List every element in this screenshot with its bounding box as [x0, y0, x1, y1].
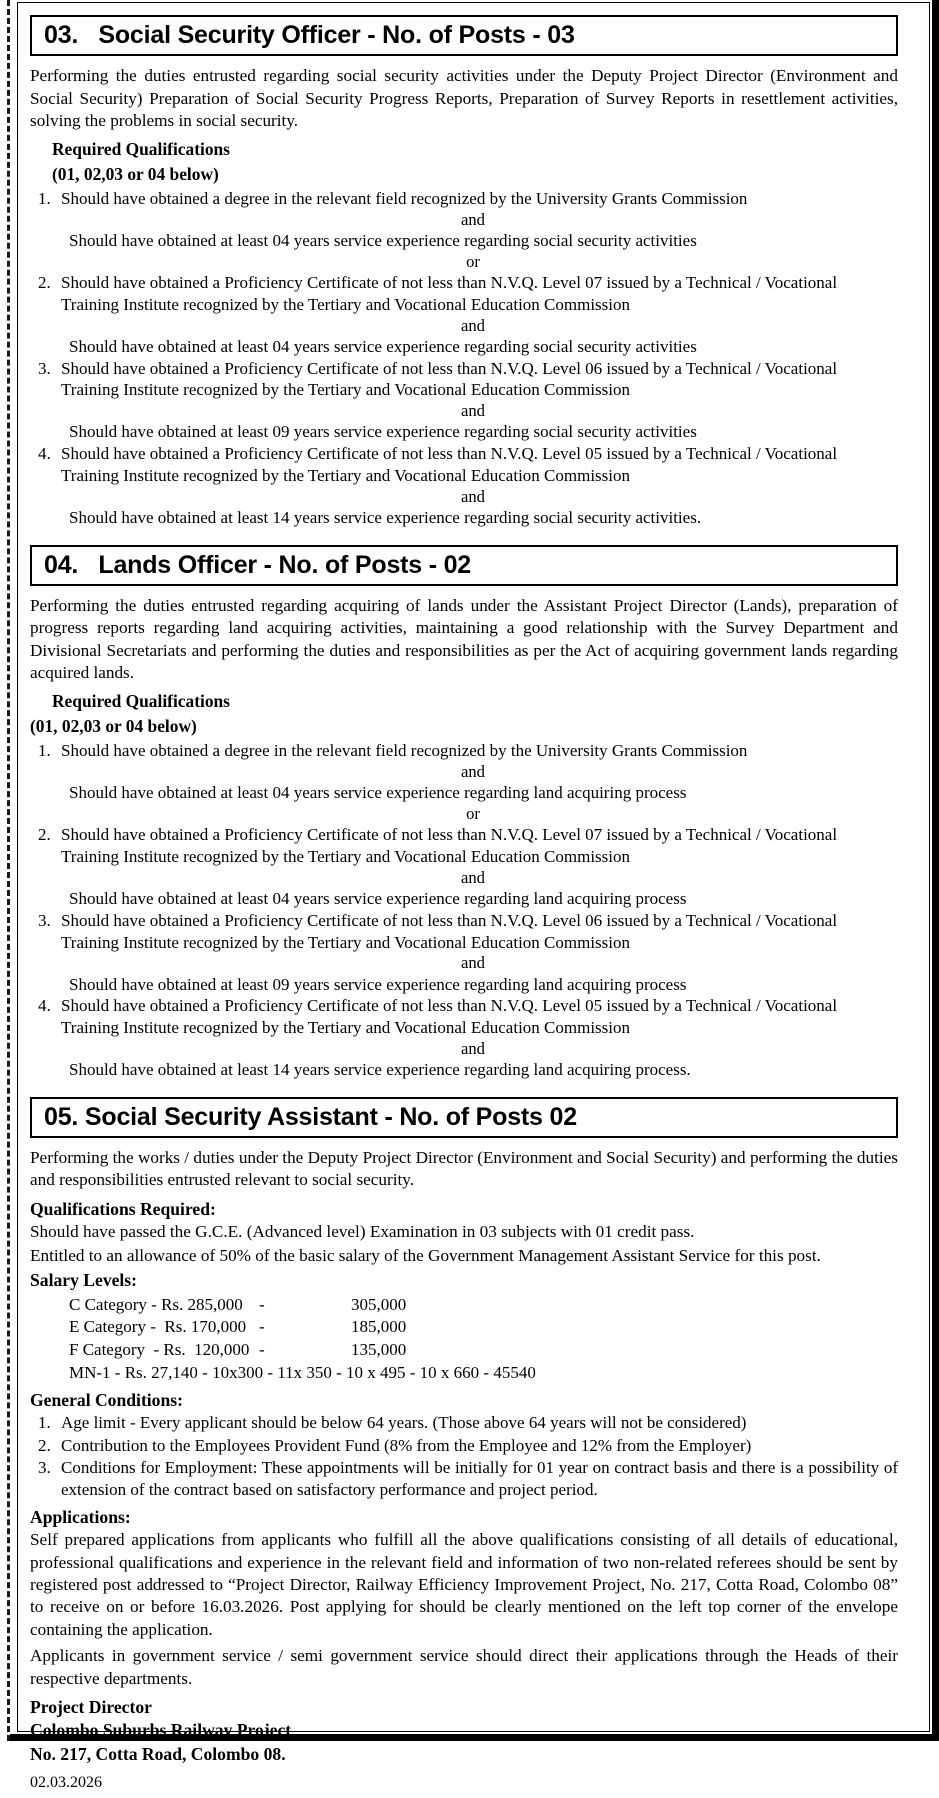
post-header-box-03: [30, 15, 898, 56]
salary-max: 305,000: [351, 1294, 407, 1314]
table-row: [69, 1316, 406, 1339]
qualification-number: 1.: [38, 189, 51, 209]
qualification-text: Should have obtained a Proficiency Certificate of not less than N.V.Q. Level 05 issued by a Technical / Vocational Training Institute recognized by the Tertiary and Vocational Education Commission: [61, 996, 838, 1037]
qualification-text: Should have obtained a Proficiency Certificate of not less than N.V.Q. Level 07 issued by a Technical / Vocational Training Institute recognized by the Tertiary and Vocational Education Commission: [61, 825, 838, 867]
qualifications-subheading-03: (01, 02,03 or 04 below): [52, 164, 219, 185]
salary-levels-heading: Salary Levels:: [30, 1269, 138, 1290]
salary-dash: -: [259, 1294, 265, 1314]
qualification-item: [30, 443, 898, 528]
signature-address: No. 217, Cotta Road, Colombo 08.: [30, 1743, 286, 1764]
condition-text: Conditions for Employment: These appointments will be initially for 01 year on contract basis and there is a possibility of extension of the contract based on satisfactory performance and project period.: [61, 1457, 898, 1499]
post-header-box-04: [30, 545, 898, 586]
qualification-item: [30, 272, 898, 357]
qualification-item: [30, 995, 898, 1080]
qualification-joiner-and: and: [461, 762, 485, 782]
qualification-continuation: Should have obtained at least 04 years service experience regarding social security activities: [69, 231, 697, 251]
qualification-joiner-and: and: [461, 867, 485, 887]
qualification-continuation: Should have obtained at least 09 years service experience regarding land acquiring process: [69, 974, 687, 994]
post-description-04: Performing the duties entrusted regarding acquiring of lands under the Assistant Project Director (Lands), preparation of progress reports regarding land acquiring activities, maintaining a good relationship with the Survey Department and Divisional Secretariats and performing the duties and responsibilities as per the Act of acquiring government lands regarding acquired lands.: [30, 595, 898, 683]
qualification-continuation: Should have obtained at least 04 years service experience regarding social security activities: [69, 336, 697, 356]
condition-number: 2.: [38, 1435, 51, 1455]
qualification-continuation: Should have obtained at least 09 years service experience regarding social security activities: [69, 422, 697, 442]
qualification-number: 4.: [38, 996, 51, 1016]
salary-mn-scale: MN-1 - Rs. 27,140 - 10x300 - 11x 350 - 10 x 495 - 10 x 660 - 45540: [69, 1362, 536, 1382]
qualification-number: 3.: [38, 910, 51, 930]
post-title-03: 03. Social Security Officer - No. of Posts - 03: [44, 21, 575, 49]
qualification-joiner-and: and: [461, 1038, 485, 1058]
applications-heading: Applications:: [30, 1506, 131, 1527]
qualification-item: [30, 740, 898, 824]
list-item: [30, 1457, 898, 1501]
condition-number: 1.: [38, 1413, 51, 1433]
qualification-line-2: Entitled to an allowance of 50% of the basic salary of the Government Management Assistant Service for this post.: [30, 1245, 821, 1265]
qualification-number: 2.: [38, 273, 51, 293]
qualification-text: Should have obtained a Proficiency Certificate of not less than N.V.Q. Level 05 issued by a Technical / Vocational Training Institute recognized by the Tertiary and Vocational Education Commission: [61, 444, 838, 485]
condition-number: 3.: [38, 1457, 51, 1477]
salary-dash: -: [259, 1340, 265, 1360]
qualification-continuation: Should have obtained at least 14 years service experience regarding social security activities.: [69, 507, 702, 527]
document-content: [22, 4, 906, 1798]
signature-project: Colombo Suburbs Railway Project: [30, 1720, 292, 1741]
qualification-list-03: [30, 188, 898, 528]
qualification-continuation: Should have obtained at least 04 years service experience regarding land acquiring process: [69, 783, 687, 803]
qualification-number: 3.: [38, 358, 51, 378]
salary-category: C Category - Rs. 285,000: [69, 1294, 243, 1314]
qualification-joiner-and: and: [461, 210, 485, 230]
qualification-line-1: Should have passed the G.C.E. (Advanced level) Examination in 03 subjects with 01 credit pass.: [30, 1222, 695, 1242]
right-edge-rule: [932, 0, 939, 1741]
qualification-text: Should have obtained a Proficiency Certificate of not less than N.V.Q. Level 07 issued by a Technical / Vocational Training Institute recognized by the Tertiary and Vocational Education Commission: [61, 273, 838, 314]
salary-category: E Category - Rs. 170,000: [69, 1317, 247, 1337]
qualification-joiner-and: and: [461, 401, 485, 421]
general-conditions-list: [30, 1412, 898, 1500]
post-title-04: 04. Lands Officer - No. of Posts - 02: [44, 550, 472, 579]
signature-block: [30, 1696, 898, 1766]
salary-levels-table: [69, 1294, 406, 1362]
salary-category: F Category - Rs. 120,000: [69, 1340, 250, 1360]
qualification-joiner-or: or: [466, 804, 480, 824]
qualification-joiner-or: or: [466, 252, 480, 271]
post-title-05: 05. Social Security Assistant - No. of Posts 02: [44, 1102, 577, 1131]
qualification-item: [30, 824, 898, 909]
post-header-box-05: [30, 1097, 898, 1138]
dashed-cut-line: [7, 0, 10, 1741]
qualification-continuation: Should have obtained at least 14 years service experience regarding land acquiring process.: [69, 1059, 691, 1079]
table-row: [69, 1294, 406, 1317]
signature-title: Project Director: [30, 1696, 152, 1717]
applications-paragraph-1: Self prepared applications from applicants who fulfill all the above qualifications consisting of all details of educational, professional qualifications and experience in the relevant field and information of two non-related referees should be sent by registered post addressed to “Project Director, Railway Efficiency Improvement Project, No. 217, Cotta Road, Colombo 08” to receive on or before 16.03.2026. Post applying for should be clearly mentioned on the left top corner of the envelope containing the application.: [30, 1530, 898, 1639]
qualification-list-04: [30, 740, 898, 1080]
qualification-number: 2.: [38, 825, 51, 845]
salary-max: 185,000: [351, 1317, 407, 1337]
qualification-item: [30, 358, 898, 443]
qualification-item: [30, 188, 898, 272]
qualification-text: Should have obtained a Proficiency Certificate of not less than N.V.Q. Level 06 issued by a Technical / Vocational Training Institute recognized by the Tertiary and Vocational Education Commission: [61, 910, 838, 952]
general-conditions-heading: General Conditions:: [30, 1389, 183, 1410]
qualifications-subheading-04: (01, 02,03 or 04 below): [30, 716, 197, 737]
qualification-joiner-and: and: [461, 486, 485, 506]
condition-text: Age limit - Every applicant should be below 64 years. (Those above 64 years will not be considered): [61, 1413, 747, 1433]
qualification-text: Should have obtained a Proficiency Certificate of not less than N.V.Q. Level 06 issued by a Technical / Vocational Training Institute recognized by the Tertiary and Vocational Education Commission: [61, 358, 838, 400]
qualification-number: 1.: [38, 741, 51, 761]
table-row: [69, 1339, 406, 1362]
list-item: [30, 1435, 898, 1457]
salary-max: 135,000: [351, 1340, 407, 1360]
post-description-05: Performing the works / duties under the Deputy Project Director (Environment and Social Security) and performing the duties and responsibilities entrusted relevant to social security.: [30, 1147, 898, 1190]
qualification-continuation: Should have obtained at least 04 years service experience regarding land acquiring process: [69, 889, 687, 909]
applications-paragraph-2: Applicants in government service / semi government service should direct their applications through the Heads of their respective departments.: [30, 1646, 898, 1688]
document-date: 02.03.2026: [30, 1774, 102, 1792]
qualifications-heading-03: Required Qualifications: [52, 139, 230, 160]
qualification-joiner-and: and: [461, 315, 485, 335]
qualification-item: [30, 910, 898, 995]
salary-dash: -: [259, 1317, 265, 1337]
qualifications-heading-05: Qualifications Required:: [30, 1198, 216, 1219]
qualification-text: Should have obtained a degree in the relevant field recognized by the University Grants Commission: [61, 741, 748, 761]
list-item: [30, 1412, 898, 1434]
condition-text: Contribution to the Employees Provident Fund (8% from the Employee and 12% from the Employer): [61, 1435, 752, 1455]
qualification-number: 4.: [38, 444, 51, 464]
qualification-joiner-and: and: [461, 953, 485, 973]
qualification-text: Should have obtained a degree in the relevant field recognized by the University Grants Commission: [61, 189, 748, 209]
qualifications-heading-04: Required Qualifications: [52, 691, 230, 712]
post-description-03: Performing the duties entrusted regarding social security activities under the Deputy Project Director (Environment and Social Security) Preparation of Social Security Progress Reports, Preparation of Survey Reports in resettlement activities, solving the problems in social security.: [30, 66, 898, 130]
